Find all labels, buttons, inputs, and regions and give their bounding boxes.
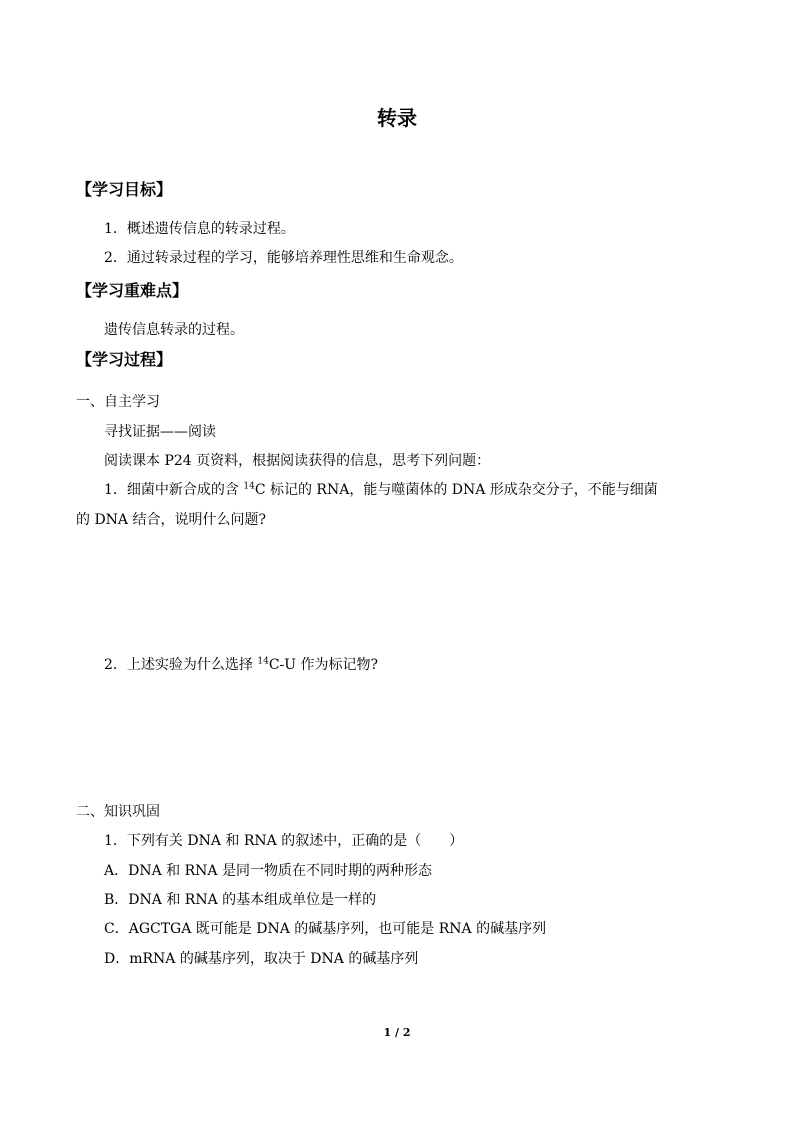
key-points-heading: 【学习重难点】	[76, 281, 189, 300]
option-c: C．AGCTGA 既可能是 DNA 的碱基序列，也可能是 RNA 的碱基序列	[104, 921, 547, 937]
part2-title: 二、知识巩固	[76, 804, 160, 820]
question-2-suffix: C-U 作为标记物?	[268, 657, 379, 673]
process-heading: 【学习过程】	[76, 350, 173, 369]
question-2-prefix: 2．上述实验为什么选择	[104, 657, 258, 673]
part1-title: 一、自主学习	[76, 394, 160, 410]
objective-item: 2．通过转录过程的学习，能够培养理性思维和生命观念。	[104, 250, 463, 266]
option-b: B．DNA 和 RNA 的基本组成单位是一样的	[104, 892, 377, 908]
objectives-heading: 【学习目标】	[76, 180, 173, 199]
isotope-superscript: 14	[257, 656, 269, 667]
document-title: 转录	[377, 106, 417, 130]
isotope-superscript: 14	[243, 481, 255, 492]
question-1-prefix: 1．细菌中新合成的含	[104, 482, 244, 498]
part1-intro: 阅读课本 P24 页资料，根据阅读获得的信息，思考下列问题：	[104, 453, 491, 469]
question-2	[104, 655, 378, 675]
question-1-continuation: 的 DNA 结合，说明什么问题?	[76, 512, 266, 528]
question-1-suffix: C 标记的 RNA，能与噬菌体的 DNA 形成杂交分子，不能与细菌	[254, 482, 658, 498]
question-1	[104, 480, 658, 500]
part1-subtitle: 寻找证据——阅读	[104, 424, 216, 440]
option-d: D．mRNA 的碱基序列，取决于 DNA 的碱基序列	[104, 951, 419, 967]
objective-item: 1．概述遗传信息的转录过程。	[104, 221, 295, 237]
key-points-text: 遗传信息转录的过程。	[104, 322, 244, 338]
page-number: 1 / 2	[383, 1026, 411, 1039]
practice-question: 1．下列有关 DNA 和 RNA 的叙述中，正确的是（ ）	[104, 833, 464, 849]
option-a: A．DNA 和 RNA 是同一物质在不同时期的两种形态	[104, 863, 432, 879]
